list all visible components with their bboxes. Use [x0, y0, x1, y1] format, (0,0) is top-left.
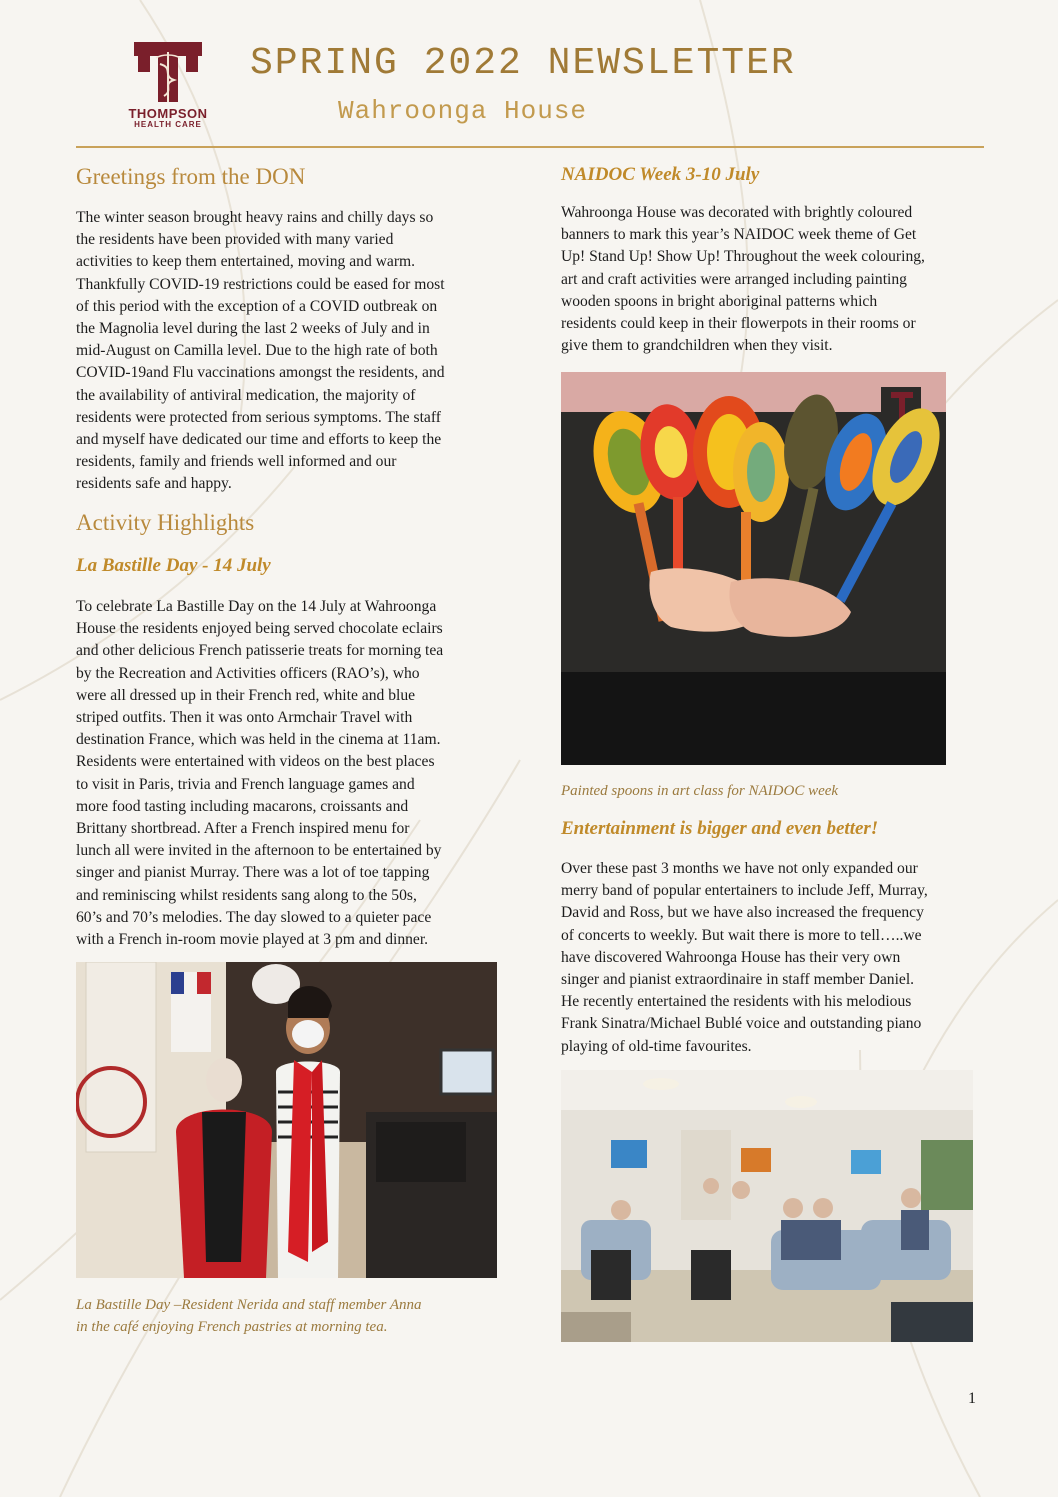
- text-line: singer and pianist extraordinaire in staff member Daniel.: [561, 971, 915, 989]
- logo-wordmark: [108, 106, 228, 129]
- entertainment-heading: Entertainment is bigger and even better!: [561, 818, 879, 839]
- don-heading: Greetings from the DON: [76, 164, 306, 189]
- bastille-day-photo: [76, 962, 497, 1278]
- caption-line: La Bastille Day –Resident Nerida and staff member Anna: [76, 1297, 422, 1313]
- text-line: have discovered Wahroonga House has their very own: [561, 948, 901, 966]
- text-line: Thankfully COVID-19 restrictions could be eased for most: [76, 275, 445, 293]
- text-line: the Magnolia level during the last 2 weeks of July and in: [76, 320, 430, 338]
- text-line: 60’s and 70’s melodies. The day slowed to a quieter pace: [76, 908, 432, 926]
- text-line: with a French in-room movie played at 3 pm and dinner.: [76, 931, 429, 949]
- naidoc-heading: NAIDOC Week 3-10 July: [561, 164, 760, 185]
- text-line: the residents have been provided with many varied: [76, 231, 394, 249]
- logo-subname: HEALTH CARE: [134, 120, 202, 129]
- text-line: Up! Stand Up! Show Up! Throughout the week colouring,: [561, 248, 925, 266]
- naidoc-caption: Painted spoons in art class for NAIDOC week: [561, 783, 839, 799]
- text-line: banners to mark this year’s NAIDOC week theme of Get: [561, 226, 917, 244]
- text-line: David and Ross, but we have also increased the frequency: [561, 904, 924, 922]
- bastille-day-heading: La Bastille Day - 14 July: [76, 555, 271, 576]
- text-line: mid-August on Camilla level. Due to the high rate of both: [76, 342, 438, 360]
- text-line: He recently entertained the residents with his melodious: [561, 993, 912, 1011]
- text-line: destination France, which was held in the cinema at 11am.: [76, 731, 441, 749]
- text-line: residents safe and happy.: [76, 475, 232, 493]
- text-line: more food tasting including macarons, croissants and: [76, 797, 409, 815]
- text-line: residents were protected from serious symptoms. The staff: [76, 408, 441, 426]
- text-line: singer and pianist Murray. There was a lot of toe tapping: [76, 864, 430, 882]
- text-line: Frank Sinatra/Michael Bublé voice and outstanding piano: [561, 1015, 922, 1033]
- text-line: of this period with the exception of a COVID outbreak on: [76, 297, 438, 315]
- don-paragraph: [76, 207, 516, 496]
- text-line: striped outfits. Then it was onto Armchair Travel with: [76, 709, 413, 727]
- page-number: 1: [968, 1390, 976, 1407]
- text-line: Wahroonga House was decorated with brightly coloured: [561, 204, 913, 221]
- painted-spoons-photo: [561, 372, 946, 765]
- text-line: and myself have dedicated our time and efforts to keep the: [76, 431, 442, 449]
- text-line: residents, family and friends well informed and our: [76, 453, 397, 471]
- bastille-paragraph: [76, 596, 516, 951]
- text-line: and other delicious French patisserie treats for morning tea: [76, 642, 444, 660]
- text-line: To celebrate La Bastille Day on the 14 July at Wahroonga: [76, 598, 437, 615]
- entertainment-paragraph: [561, 858, 991, 1058]
- text-line: residents could keep in their flowerpots in their rooms or: [561, 315, 916, 333]
- text-line: activities to keep them entertained, moving and warm.: [76, 253, 416, 271]
- text-line: playing of old-time favourites.: [561, 1037, 752, 1055]
- logo-name: THOMPSON: [128, 106, 208, 121]
- text-line: of concerts to weekly. But wait there is more to tell…..we: [561, 926, 922, 944]
- text-line: lunch all were invited in the afternoon to be entertained by: [76, 842, 442, 860]
- text-line: the availability of antiviral medication, the majority of: [76, 386, 416, 404]
- text-line: art and craft activities were arranged including painting: [561, 270, 907, 288]
- newsletter-title: SPRING 2022 NEWSLETTER: [250, 42, 796, 85]
- text-line: COVID-19and Flu vaccinations amongst the residents, and: [76, 364, 445, 382]
- text-line: merry band of popular entertainers to include Jeff, Murray,: [561, 882, 928, 900]
- newsletter-subtitle: Wahroonga House: [338, 96, 588, 126]
- text-line: and reminiscing whilst residents sang along to the 50s,: [76, 886, 417, 904]
- text-line: Residents were entertained with videos on the best places: [76, 753, 435, 771]
- header-divider: [76, 146, 984, 148]
- text-line: wooden spoons in bright aboriginal patterns which: [561, 292, 878, 310]
- text-line: give them to grandchildren when they visit.: [561, 337, 833, 355]
- naidoc-paragraph: [561, 202, 991, 357]
- bastille-caption: [76, 1294, 516, 1338]
- lounge-residents-photo: [561, 1070, 973, 1342]
- activity-highlights-heading: Activity Highlights: [76, 510, 255, 535]
- text-line: The winter season brought heavy rains and chilly days so: [76, 209, 434, 226]
- text-line: to visit in Paris, trivia and French language games and: [76, 775, 415, 793]
- text-line: Brittany shortbread. After a French inspired menu for: [76, 820, 410, 838]
- caption-line: in the café enjoying French pastries at morning tea.: [76, 1319, 388, 1335]
- text-line: House the residents enjoyed being served chocolate eclairs: [76, 620, 443, 638]
- text-line: were all dressed up in their French red, white and blue: [76, 686, 416, 704]
- text-line: by the Recreation and Activities officers (RAO’s), who: [76, 664, 420, 682]
- text-line: Over these past 3 months we have not only expanded our: [561, 860, 918, 877]
